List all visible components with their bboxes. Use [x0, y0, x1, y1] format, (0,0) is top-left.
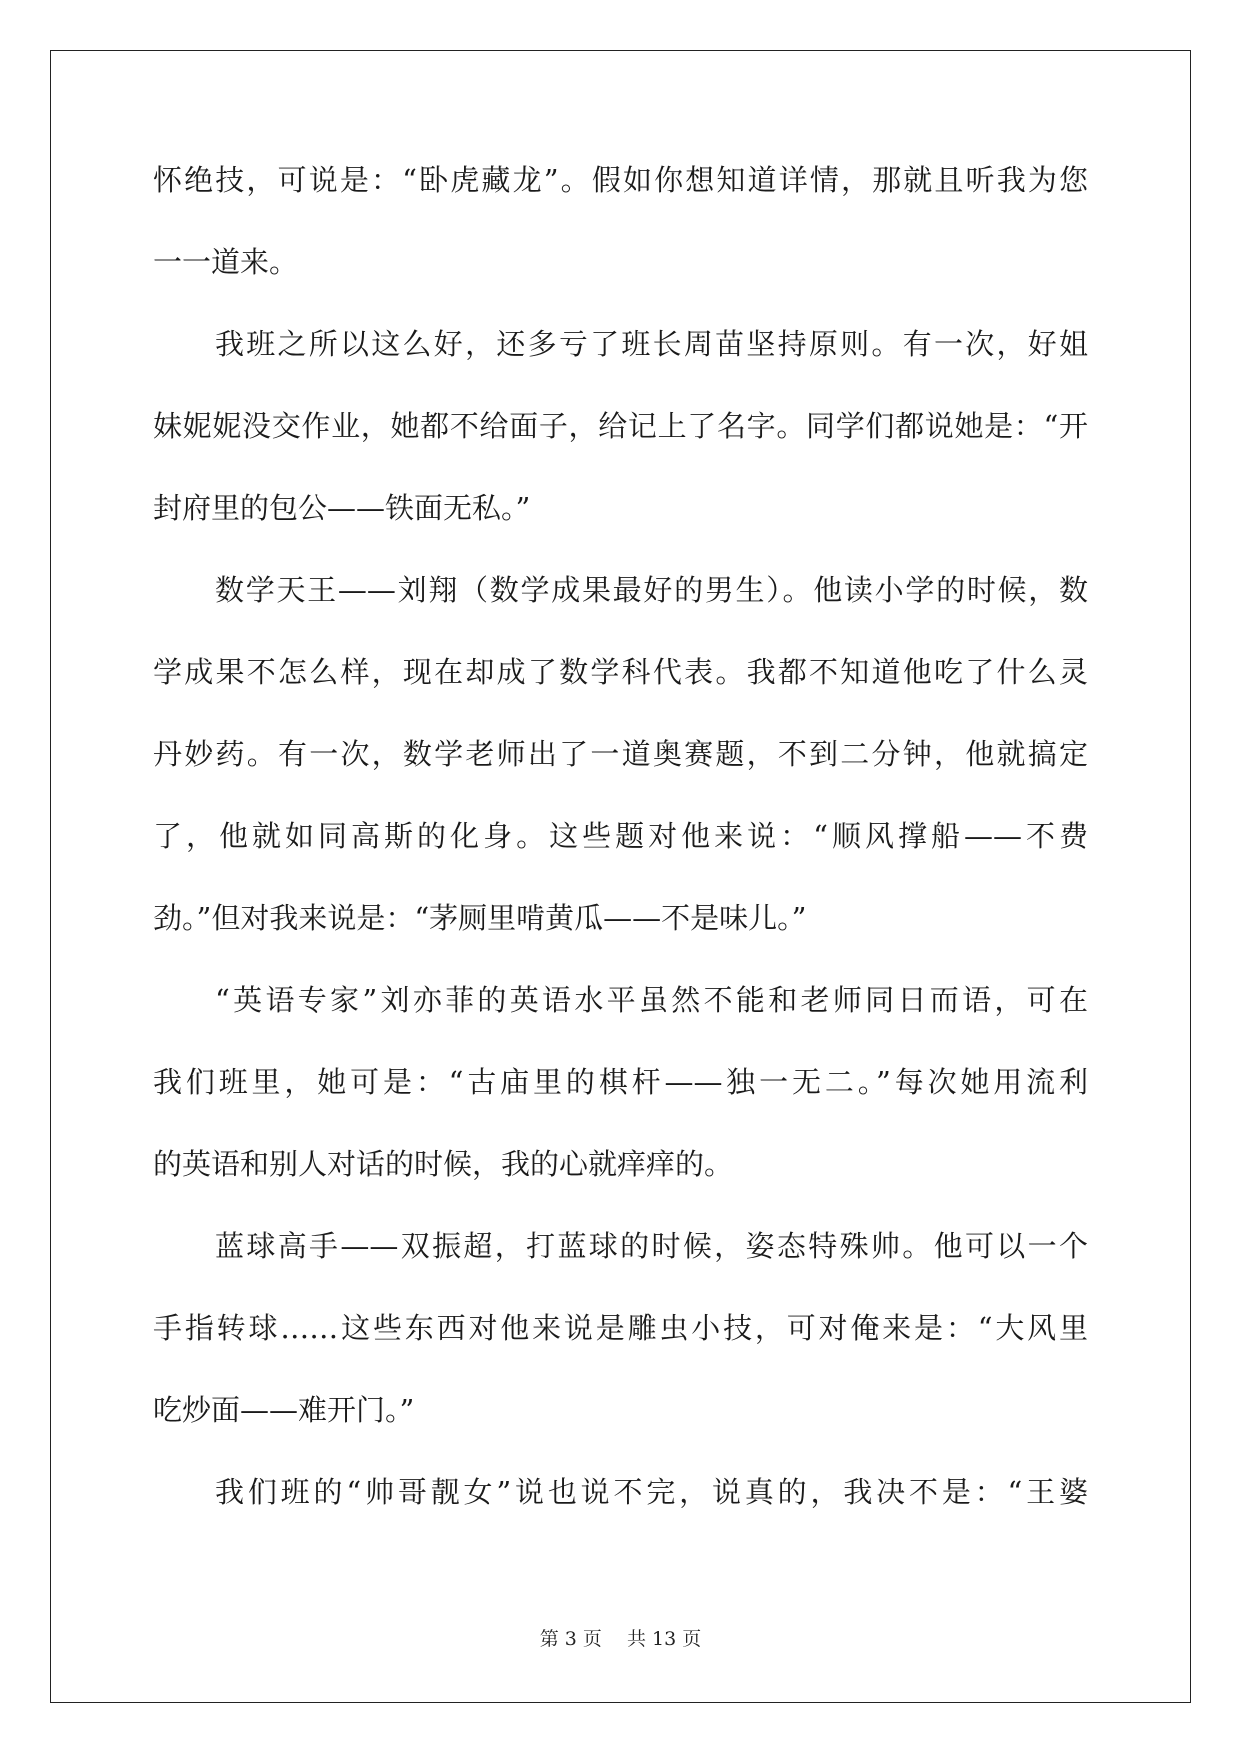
text-line-14: 蓝球高手——双振超，打蓝球的时候，姿态特殊帅。他可以一个 [215, 1229, 1088, 1263]
text-line-16: 吃炒面——难开门。” [153, 1393, 415, 1427]
text-line-10: 劲。”但对我来说是：“茅厕里啃黄瓜——不是味儿。” [153, 901, 807, 935]
text-line-13: 的英语和别人对话的时候，我的心就痒痒的。 [153, 1147, 734, 1181]
text-line-8: 丹妙药。有一次，数学老师出了一道奥赛题，不到二分钟，他就搞定 [153, 737, 1088, 771]
text-line-2: 一一道来。 [153, 245, 299, 279]
page-number-footer: 第 3 页 共 13 页 [539, 1628, 702, 1650]
text-line-6: 数学天王——刘翔（数学成果最好的男生）。他读小学的时候，数 [215, 573, 1088, 607]
text-line-3: 我班之所以这么好，还多亏了班长周苗坚持原则。有一次，好姐 [215, 327, 1088, 361]
text-line-17: 我们班的“帅哥靓女”说也说不完，说真的，我决不是：“王婆 [215, 1475, 1088, 1509]
text-line-5: 封府里的包公——铁面无私。” [153, 491, 531, 525]
document-body [153, 158, 1088, 1552]
text-line-4: 妹妮妮没交作业，她都不给面子，给记上了名字。同学们都说她是：“开 [153, 409, 1088, 443]
text-line-9: 了，他就如同高斯的化身。这些题对他来说：“顺风撑船——不费 [153, 819, 1088, 853]
text-line-1: 怀绝技，可说是：“卧虎藏龙”。假如你想知道详情，那就且听我为您 [153, 163, 1088, 197]
text-line-11: “英语专家”刘亦菲的英语水平虽然不能和老师同日而语，可在 [215, 983, 1088, 1017]
text-line-12: 我们班里，她可是：“古庙里的棋杆——独一无二。”每次她用流利 [153, 1065, 1088, 1099]
text-line-15: 手指转球……这些东西对他来说是雕虫小技，可对俺来是：“大风里 [153, 1311, 1088, 1345]
text-line-7: 学成果不怎么样，现在却成了数学科代表。我都不知道他吃了什么灵 [153, 655, 1088, 689]
